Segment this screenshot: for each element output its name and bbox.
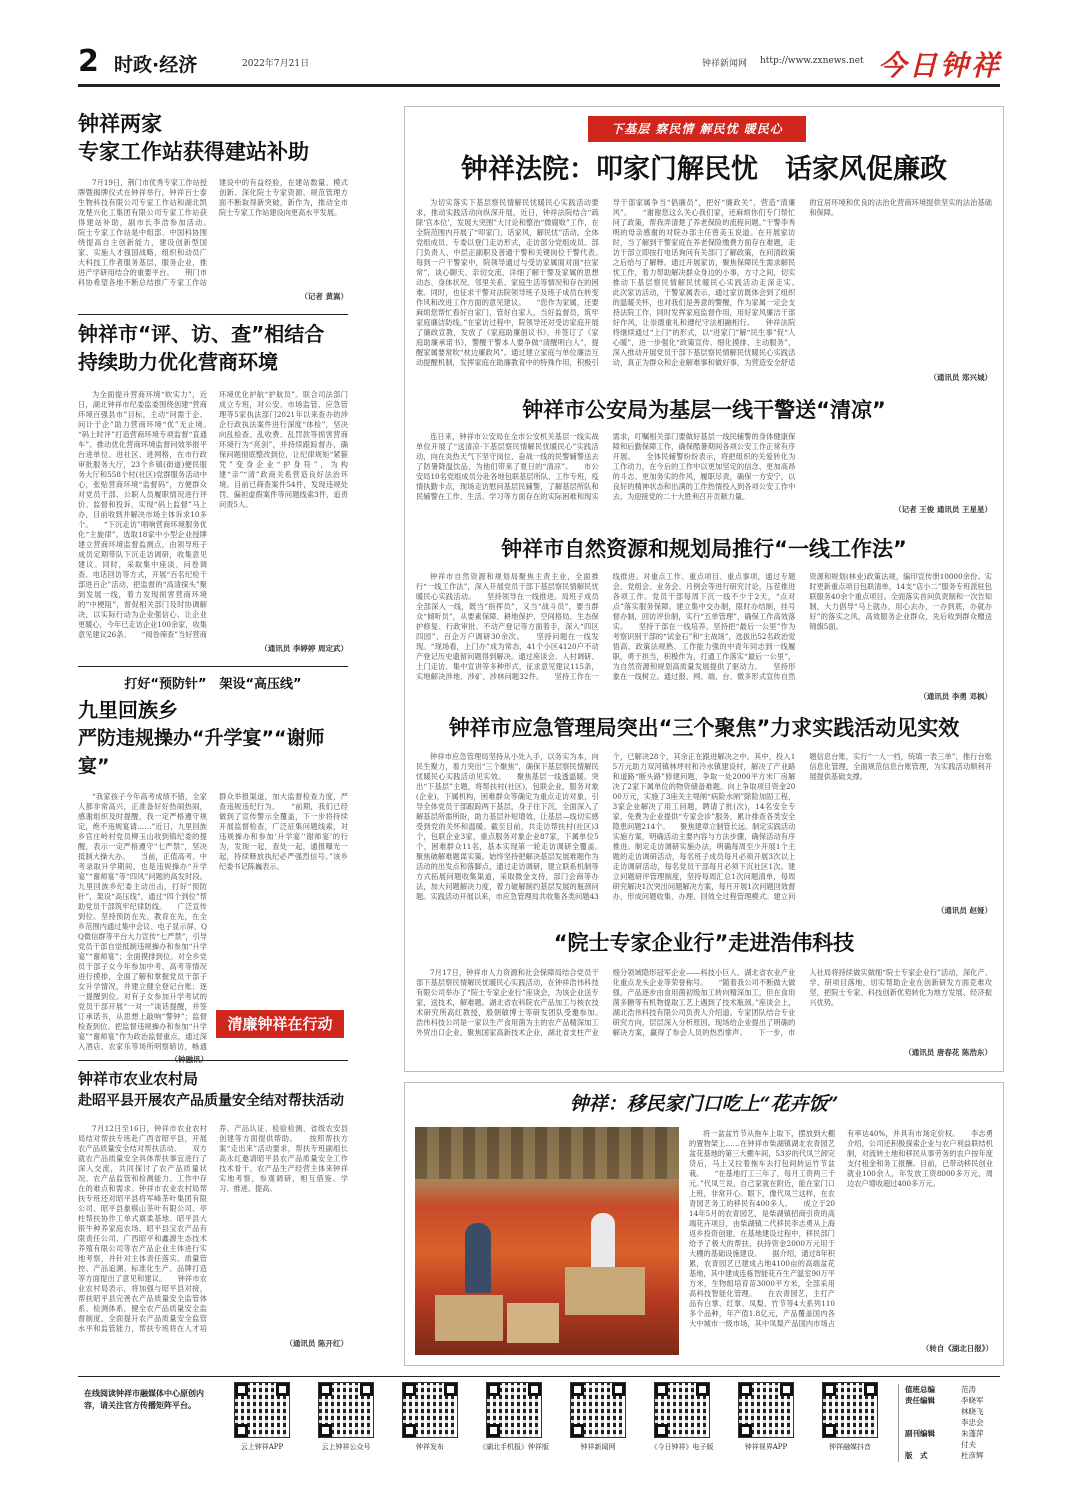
qr-label: 钟祥新闻网 bbox=[580, 1443, 616, 1451]
qr-code-icon bbox=[654, 1382, 710, 1438]
qr-code-icon bbox=[234, 1382, 290, 1438]
qr-item[interactable] bbox=[306, 1382, 386, 1452]
staff-name: 杜彦辉 bbox=[961, 1451, 984, 1460]
notice-text: 在线阅读钟祥市融媒体中心原创内容，请关注官方传播矩阵平台。 bbox=[84, 1389, 204, 1410]
qr-label: 钟祥融媒抖音 bbox=[829, 1443, 871, 1451]
article-police bbox=[416, 394, 992, 520]
article-title: 九里回族乡 bbox=[78, 698, 178, 722]
qr-item[interactable] bbox=[726, 1382, 806, 1452]
newspaper-logo: 今日钟祥 bbox=[878, 49, 1003, 82]
staff-name: 范涛 bbox=[961, 1385, 976, 1394]
article-jiuli bbox=[78, 674, 348, 1058]
article-kicker: 打好“预防针” 架设“高压线” bbox=[124, 677, 302, 692]
article-body: 7月12日至16日，钟祥市农业农村局结对帮扶专班赴广西省昭平县，开展农产品质量安全结对帮扶活动。 双方就农产品质量安全具体帮扶事宜进行了深入交流，共同探讨了农产品质量状况、农产品监管和检测能力、工作中存在的难点和需求。钟祥市农业农村局帮扶专班还对昭平县将军峰茶叶集团有限公司、昭平县象棋山茶叶有限公司、亭柱帮扶协作工单式禀柔基地、昭平县大银牛种养家庭农场、昭平县宝农产品有限责任公司、广西昭平和鑫源生态技术养殖有限公司等农产品企业主体进行实地考察，并针对主体责任落实、质量管控、产品追溯、标准化生产、品牌打造等方面提出了意见和建议。 钟祥市农业农村局表示，将加强与昭平县对接，帮扶昭平县完善农产品质量安全监管体系、检测体系，健全农产品质量安全监督制度，全面提升农产品质量安全监管水平和监管能力，帮扶专班将在人才培养、产品认证、检验检测、省级农安县创建等方面提供帮助。 按照帮扶方案“走出来”活动要求，帮扶专班副组长高永红邀请昭平县农产品质量安全工作技术骨干、农产品生产经营主体来钟祥实地考察，参观调研，相互借鉴、学习、推进、提高。 bbox=[78, 1124, 348, 1333]
qr-item[interactable] bbox=[222, 1382, 302, 1452]
article-title: 钟祥市公安局为基层一线干警送“清凉” bbox=[522, 398, 886, 422]
page-number: 2 bbox=[78, 44, 99, 79]
qr-code-icon bbox=[570, 1382, 626, 1438]
article-body: “我家孩子今年高考成绩不错，全家人都非常高兴，正准备好好热闹热闹，感谢组织及时提醒，我一定严格遵守规定，绝不违规宴请……”近日，九里回族乡官庄岭村党员柳玉山收到镇纪委的提醒，表示一定严格遵守“七严禁”，坚决抵制大操大办。 当前，正值高考、中考录取升学期间，也是违规操办“升学宴”“谢师宴”等“四风”问题的高发时段。九里回族乡纪委主动出击，打好“预防针”，架设“高压线”，通过“四个到位”帮助党员干部筑牢纪律防线。 广泛宣传到位。坚持预防在先、教育在先，在全乡范围内通过集中会议、电子显示屏、QQ微信群等平台大力宣传“七严禁”，引导党员干部自觉抵制违规操办和参加“升学宴”“谢师宴”；全面摸排到位。对全乡党员干部子女今年参加中考、高考等情况进行摸排，全面了解和掌握党员干部子女升学情况，并建立健全登记台账；逐一提醒到位。对有子女参加升学考试的党员干部开展“一对一”谈话提醒，并签订承诺书，从思想上敲响“警钟”；监督检查到位。把监督违规操办和参加“升学宴”“谢师宴”作为政治监督重点，通过深入酒店、农家乐等场所明察暗访，畅通群众举报渠道，加大监督检查力度，严查违规违纪行为。 “前期，我们已经做到了宣传警示全覆盖，下一步将持续开展监督检查，广泛征集问题线索，对违规操办和参加‘升学宴’‘谢师宴’的行为，发现一起，查处一起，通报曝光一起，持续释放执纪必严强烈信号。”该乡纪委书记陈巍表示。 bbox=[78, 792, 348, 1051]
staff-name: 林晓飞 bbox=[961, 1407, 984, 1416]
divider bbox=[78, 314, 348, 315]
qr-item[interactable] bbox=[642, 1382, 722, 1452]
banner-label: 清廉钟祥在行动 bbox=[227, 1015, 333, 1033]
article-byline: （通讯员 唐春花 陈浩东） bbox=[904, 1048, 992, 1057]
staff-row bbox=[905, 1450, 1009, 1461]
article-expert-station bbox=[78, 110, 348, 306]
divider bbox=[78, 1060, 348, 1061]
article-body: 钟祥市应急管理局坚持从小处入手，以务实为本，向民生聚力，着力突出“三个聚焦”，确保下基层察民情解民忧暖民心实践活动见实效。 聚焦基层一线透温暖。突出“下基层”主题，将帮扶村(社区)，包联企业，服务对象(企业)，下属机构，困难群众等确定为重点走访对象，引导全体党员干部跟踪两下基层，身子往下沉，全面深入了解基层所需所盼，助力基层补短增效，让基层—线切实感受到党的关怀和温暖。截至目前，共走访帮扶村(社区)3个，包联企业3家，重点服务对象企业87家，下属单位5个，困难群众11名，基本实现第一轮走访调研全覆盖。 聚焦破解难题谋实策。始终坚持把解决基层发展难题作为活动的出发点和落脚点，通过走访调研，建立联系机制等方式拓展问题收集渠道，采取微金支持，部门会商等办法，加大问题解决力度，着力破解制约基层发展的瓶颈问题。实践活动开展以来，市应急管理局共收集各类问题43个，已解决28个，其余正在跟进解决之中。其中，投入15万元助力双河镇林坪村和冷水镇建设村，解决了产业路和道路“断头路”修建问题，争取一处2000平方米厂房解决了2家下属单位的物资储备难题。向上争取项目资金2000万元，实施了3座关主堤闸“病险水闸”除险加固工程，3家企业解决了用工问题，聘请了批(次)，14名安全专家，免费为企业提供“专家会诊”服务，累计排查各类安全隐患问题214个。 聚焦建章立制管长远。制定实践活动实施方案，明确活动主要内容与方法步骤，确保活动有序推进。制定走访调研实施办法，明确每周至少开展1个主题的走访调研活动，每名班子成员每月必须开展3次以上走访调研活动，每名党员干部每月必须下沉社区1次。建立问题研评管理制度，坚持每周汇总1次问题清单，每周研究解决1次突出问题解决方案，每月开展1次问题回效督办，形成问题收集、办理、回效全过程管理模式。建立问题信息台账，实行“一人一档，统填一表三单”，推行台账信息化管理，全面规范信息台账管理，为实践活动顺利开展提供基础支撑。 bbox=[416, 752, 992, 901]
article-business-env bbox=[78, 320, 348, 658]
article-natural-resources bbox=[416, 532, 992, 702]
article-agriculture bbox=[78, 1068, 348, 1358]
staff-row bbox=[905, 1384, 1009, 1395]
article-title: 钟祥市“评、访、查”相结合 bbox=[78, 322, 325, 346]
qr-item[interactable] bbox=[810, 1382, 890, 1452]
qr-code-icon bbox=[738, 1382, 794, 1438]
article-body: 连日来，钟祥市公安局在全市公安机关基层一线实战单位开展了“送清凉·下基层察民情解民忧暖民心”实践活动，向在炎热天气下坚守岗位、奋战一线的民警辅警送去了防暑降温饮品，为他们带来了夏日的“清凉”。 市公安局10名党组成员分赴各地包联基层所队、工作专班，疫情执勤卡点，现场走访慰问基层民辅警，了解基层所队和民辅警在工作、生活、学习等方面存在的实际困难和现实需求，叮嘱相关部门要做好基层一线民辅警的身体健康保障和后勤保障工作，确保酷暑期间各项公安工作正常有序开展。 全体民辅警纷纷表示，将把组织的关爱转化为工作动力，在今后的工作中以更加坚定的信念、更加高昂的斗志、更加务实的作风，履职尽责，确保一方安宁，以良好的精神状态和出满的工作热情投入到各项公安工作中去，为迎接党的二十大胜利召开贡献力量。 bbox=[416, 432, 796, 501]
qr-label: 云上钟祥APP bbox=[240, 1443, 284, 1451]
article-body: 7月17日，钟祥市人力资源和社会保障局结合党员干部下基层察民情解民忧暖民心实践活动，在钟祥浩伟科技有限公司举办了“院士专家企业行”座谈会，为该企业送专家，送技术，解难题。湖北省农科院农产品加工与核农技术研究所高红教授，殷朝敏博士等研发团队受邀参加。 浩伟科技公司是一家以生产食用菌为主的农产品精深加工外贸出口企业，聚焦国家高新技术企业，湖北省支柱产业细分领域隐形冠军企业——科技小巨人、湖北省农业产业化重点龙头企业等荣誉称号。 “随着我公司不断做大做强，产品逐步由食用菌初级加工转向精深加工，但在食用菌多糖等有机物提取工艺上遇到了技术瓶颈。”座谈会上，湖北浩伟科技有限公司负责人介绍道。专家团队结合专业研究方向，层层深入分析原因，现场给企业提出了明确的解决方案，赢得了参会人员的热烈掌声。 下一步，市人社局将持续做实做细“院士专家企业行”活动，深化产、学、研项目落地，切实帮助企业在创新研发方面克难攻坚，把院士专家、科技创新优势转化为地方发展、经济振兴优势。 bbox=[416, 968, 992, 1037]
staff-row bbox=[905, 1417, 1009, 1428]
qr-item[interactable] bbox=[474, 1382, 554, 1452]
greenhouse-roof bbox=[415, 1127, 679, 1179]
article-body: 钟祥市自然资源和规划局聚焦主责主业，全面推行“一线工作法”，深入开展党员干部下基层察民情解民忧暖民心实践活动。 坚持领导在一线推进。局班子成员全部深入一线，既当“指挥员”，又当“战斗员”，要当群众“倾听员”，从要素保障、耕地保护、空间格局、生态保护修复、行政审批、不动产登记等方面着手，深入“四区四园”、百企万户调研30余次。 坚持问题在一线发现。“现场看，上门办”成为常态，41个小区4120户不动产登记历史遗留问题得到解决。通过座谈会、入村调研、上门走访、集中宣讲等多种形式，征求意见建议115条，实地解决涉地、涉矿、涉林问题32件。 坚持工作在一线推进。对重点工作、重点项目、重点事项，通过专题会、党组会、业务会、月例会等进行研究讨论，压茬推进各项工作。党员干部每周下沉一线不少于2天，“点对点”落实服务保障。建立集中交办制，限时办结制，挂号督办制，回访评价制，实行“五单管理”，确保工作高效落实。 坚持干部在一线培养。坚持把“最后一公里”作为考察识别干部的“试金石”和“主战场”，选拔出52名政治觉悟高、政策法规熟、工作能力强的中青年同志到一线履职，勇于担当，积极作为，打通工作落实“最后一公里”，为自然资源和规划高质量发展提供了驱动力。 坚持形象在一线树立。通过报、网、端、台、微多形式宣传自然资源和规划(林业)政策法规，编印宣传册10000余份。实时更新重点项目包联清单，14支“店小二”服务专班派驻包联服务40余个重点项目。全面落实首问负责制和一次告知制，大力倡导“马上就办，用心去办，一办到底，办就办好”的落实之风，高效服务企业群众，先后收到群众赠送锦旗5面。 bbox=[416, 572, 992, 681]
qr-item[interactable] bbox=[558, 1382, 638, 1452]
qr-code-icon bbox=[402, 1382, 458, 1438]
qr-label: 钟祥发布 bbox=[416, 1443, 444, 1451]
article-title: 钟祥市农业农村局 bbox=[78, 1070, 199, 1088]
divider bbox=[78, 666, 348, 667]
article-title: 钟祥市自然资源和规划局推行“一线工作法” bbox=[501, 537, 907, 561]
qr-matrix bbox=[222, 1382, 892, 1458]
article-title: “院士专家企业行”走进浩伟科技 bbox=[553, 931, 855, 955]
article-title: 钟祥市应急管理局突出“三个聚焦”力求实践活动见实效 bbox=[448, 716, 960, 740]
article-subtitle: 严防违规操办“升学宴”“谢师宴” bbox=[78, 727, 325, 777]
staff-row bbox=[905, 1428, 1009, 1439]
staff-name: 付夫 bbox=[961, 1440, 976, 1449]
article-byline: （通讯员 赵娅） bbox=[936, 906, 992, 915]
carton-box bbox=[507, 1303, 559, 1343]
article-byline: （记者 王俊 通讯员 王星星） bbox=[894, 505, 992, 514]
article-subtitle: 持续助力优化营商环境 bbox=[78, 350, 278, 374]
qr-item[interactable] bbox=[390, 1382, 470, 1452]
staff-role: 值班总编 bbox=[905, 1385, 935, 1394]
staff-box bbox=[898, 1384, 1009, 1462]
staff-row bbox=[905, 1406, 1009, 1417]
carton-box bbox=[435, 1295, 503, 1341]
article-academician bbox=[416, 924, 992, 1064]
article-subtitle: 专家工作站获得建站补助 bbox=[78, 140, 309, 164]
article-byline: （记者 黄嵩） bbox=[300, 292, 348, 301]
article-title: 钟祥法院：叩家门解民忧 话家风促廉政 bbox=[461, 154, 947, 185]
article-body: 将一盆盆竹节从拖车上取下，摆放到大棚的置物架上……在钟祥市柴湖镇湖北农青园艺盆花基地的第三大棚车间，53岁的代凤兰卸完货后，马上又拉着拖车去打包间转运竹节盆栽。 “在基地打工三年了，每月工资两三千元。”代凤兰说，自己家就在附近，能在家门口上班，非常开心。眼下，像代凤兰这样，在农青园艺务工的移民有400多人。 成立于2014年5月的农青园艺，是柴湖镇招商引资的高端花卉项目，由柴湖镇二代移民李志勇从上海返乡投资创建，在基地建设过程中，移民部门给予了极大的帮扶，扶持资金2000万元用于大棚的基础设施建设。 据介绍，通过8年积累，农青园艺已建成占地4100亩的高端盆花基地，其中建成连栋智能花卉生产温室90万平方米，生物组培育苗3000平方米，全部采用高科技智能化管理。 在农青园艺，主打产品有白掌、红掌、凤梨、竹节等4大系列110多个品种，年产值1.8亿元，产品覆盖国内各大中城市一级市场，其中凤梨产品国内市场占有率达40%，并具有市场定价权。 李志勇介绍，公司还积极探索企业与农户利益联结机制，对流转土地和移民从事劳务的农户按年度支付租金和务工报酬。目前，已带动移民创业就业100余人，年发放工资8000多万元，周边农户增收超过400多万元。 bbox=[689, 1129, 993, 1328]
staff-row bbox=[905, 1395, 1009, 1406]
issue-date: 2022年7月21日 bbox=[242, 59, 310, 69]
site-name: 钟祥新闻网 bbox=[702, 59, 748, 69]
article-title: 钟祥两家 bbox=[78, 112, 162, 136]
article-body: 7月19日，荆门市优秀专家工作站授牌暨揭牌仪式在钟祥举行，钟祥百士泰生物科技有限公司专家工作站和湖北凯龙楚兴化工集团有限公司专家工作站获得建站补助，副市长李浩参加活动。 院士专家工作站是中组部、中国科协围绕提高自主创新能力，建设创新型国家、实施人才强国战略，组织和动员广大科技工作者服务基层，服务企业，推进产学研用结合的重要平台。 荆门市科协希望各地不断总结推广专家工作站建设中的有益经验，在建站数量、模式创新、深化院士专家资源、规范管理方面不断取得新突破，新作为，推动全市院士专家工作站建设向更高水平发展。 bbox=[78, 178, 348, 287]
article-flower bbox=[404, 1082, 1004, 1366]
article-court bbox=[416, 150, 992, 386]
article-byline: （转自《湖北日报》） bbox=[921, 1344, 993, 1353]
footer-notice bbox=[84, 1388, 214, 1448]
special-banner bbox=[588, 116, 806, 142]
article-emergency bbox=[416, 710, 992, 920]
greenhouse-photo bbox=[415, 1127, 679, 1355]
qr-label: 钟祥视界APP bbox=[744, 1443, 788, 1451]
qr-label: 《湖北手机报》钟祥版 bbox=[479, 1443, 549, 1451]
staff-name: 朱蓬萍 bbox=[961, 1429, 984, 1438]
article-byline: （通讯员 李婷婷 周定武） bbox=[260, 644, 348, 653]
article-title: 钟祥：移民家门口吃上“花卉饭” bbox=[569, 1093, 839, 1115]
article-body: 为全面提升营商环境“软实力”，近日，湖北钟祥市纪委监委围绕创建“营商环境百强县市”目标，主动“问需于企、问计于企”助力营商环境“优”无止境。 “码上时评”打造营商环境专项监督“直通车”。推动优化营商环境监督问效举报平台进单位、进社区、进网格，在市行政审批服务大厅，23个乡镇(街道)便民服务大厅和558个村(社区)党群服务活动中心，张贴营商环境“监督码”，方便群众对党员干部、公职人员履职情况进行评价、监督和投诉，实现“码上监督”马上办，目前收到并解决市场主体诉求10多个。 “下沉走访”唱响营商环境服务优化“主旋律”。选取18家中小型企业授牌建立营商环境监督监测点，由领导班子成员定期带队下沉走访调研，收集意见建议。同时，采取集中座谈、问卷调查、电话回访等方式，开展“百名纪检干部进百企”活动，把监督的“高清探头”聚到发展一线，着力发现损害营商环境的“中梗阻”，督促相关部门及时协调解决，以实际行动为企业强信心、让企业更暖心，今年已走访企业100余家，收集意见建议26条。 “阅卷筛查”当好营商环境优化护航“护航员”。联合司法部门成立专班，对公安、市场监管、应急管理等5家执法部门2021年以来查办的涉企行政执法案件进行深度“体检”，坚决向乱检查、乱收费、乱罚款等损害营商环境行为“亮剑”，并持续跟踪督办，确保问题彻底整改到位，让纪律规矩“紧箍咒”变身企业“护身符”，为构建“亲”“清”政商关系营造良好法治环境。目前已筛查案件54件，发现违规处罚、偏袒虚假案件等问题线索3件，追责问责5人。 bbox=[78, 390, 348, 639]
worker-figure bbox=[591, 1213, 615, 1269]
site-url[interactable]: http://www.zxnews.net bbox=[760, 56, 864, 66]
staff-row bbox=[905, 1439, 1009, 1450]
article-byline: （通讯员 郑兴城） bbox=[929, 373, 992, 382]
worker-figure bbox=[465, 1223, 491, 1293]
qr-label: 云上钟祥公众号 bbox=[321, 1443, 371, 1451]
qr-label: 《今日钟祥》电子版 bbox=[650, 1443, 714, 1451]
staff-role: 版 式 bbox=[905, 1451, 928, 1460]
masthead bbox=[74, 42, 1004, 82]
staff-name: 李忠会 bbox=[961, 1418, 984, 1427]
qr-code-icon bbox=[486, 1382, 542, 1438]
special-banner-text: 下基层 察民情 解民忧 暖民心 bbox=[611, 122, 783, 136]
article-body: 为切实落实下基层察民情解民忧暖民心实践活动要求，推动实践活动向纵深开展，近日，钟祥法院结合“疏除‘官本位’，发展大突围”大讨论和整治“微腐败”工作，在全院范围内开展了“叩家门，话家风，解民忧”活动。全体党组成员、专委以登门走访形式，走访部分党组成员、部门负责人、中层正副职及普通干警和关键岗位干警代表。 每到一户干警家中，院领导通过与受访家属面对面“拉家常”，谈心聊天、亲切交流，详细了解干警及家属的思想动态、身体状况、邻里关系、家庭生活等情况和存在的困难。同时，也征求干警对法院领导班子及班子成员在转变作风和改进工作方面的意见建议。 “您作为家属，还要麻烦您帮忙看好自家门，管好自家人，当好监督员，筑牢家庭廉洁防线。”在家访过程中，院领导还对受访家庭开展了廉政宣教，发放了《家庭助廉倡议书》，并签订了《家庭助廉承诺书》，警醒干警本人要争做“清醒明白人”，提醒家属要常吹“枕边廉政风”。通过建立家庭与单位廉洁互动提醒机制，发挥家庭在助廉教育中的特殊作用，积极引导干部家属争当“倡廉员”，把好“廉政关”，营造“清廉风”。 “谢谢您这么关心我们家，还麻烦你们专门帮忙问了政策，帮我弄清楚了养老保险的流程问题。”干警李秀明的母亲感谢的对院办部主任曾美玉说道。在开展家访时，当了解到干警家庭在养老保险缴费方面存在难题，走访干部立即按打电话询问有关部门了解政策，在问清政策之后给与了解释。通过开展家访，聚焦保障民生需求解民忧工作，着力帮助解决群众身边的小事，方寸之间，切实推动下基层察民情解民忧暖民心实践活动走深走实。 此次家访活动，干警家属表示，通过家访既体会到了组织的温暖关怀，也对我们是善意的警醒，作为家属一定会支持法院工作，同时发挥家庭监督作用，用好家风廉洁干部好作风，让崇德重礼和遵纪守法相融相行。 钟祥法院将继续通过“上门”的形式，以“进家门”解“民生事”促“人心暖”，进一步强化“政策宣传、细化摸排、主动服务”，深入推动开展党员干部下基层察民情解民忧暖民心实践活动，真正为群众和企业解难事和做好事，为营造安全舒适的宜居环境和优良的法治化营商环境提供坚实的法治基础和保障。 bbox=[416, 198, 992, 367]
staff-role: 副刊编辑 bbox=[905, 1429, 935, 1438]
article-byline: （通讯员 陈开红） bbox=[285, 1339, 348, 1348]
article-subtitle: 赴昭平县开展农产品质量安全结对帮扶活动 bbox=[78, 1093, 344, 1109]
qr-code-icon bbox=[318, 1382, 374, 1438]
staff-name: 李晓军 bbox=[961, 1396, 984, 1405]
clean-zhongxiang-banner bbox=[216, 1010, 344, 1038]
qr-code-icon bbox=[822, 1382, 878, 1438]
masthead-rule bbox=[78, 84, 1000, 87]
article-byline: （通讯员 李勇 邓枫） bbox=[919, 692, 992, 701]
section-title: 时政·经济 bbox=[114, 54, 198, 76]
footer-rule bbox=[78, 1376, 1000, 1377]
staff-role: 责任编辑 bbox=[905, 1396, 935, 1405]
carton-box bbox=[565, 1267, 645, 1315]
